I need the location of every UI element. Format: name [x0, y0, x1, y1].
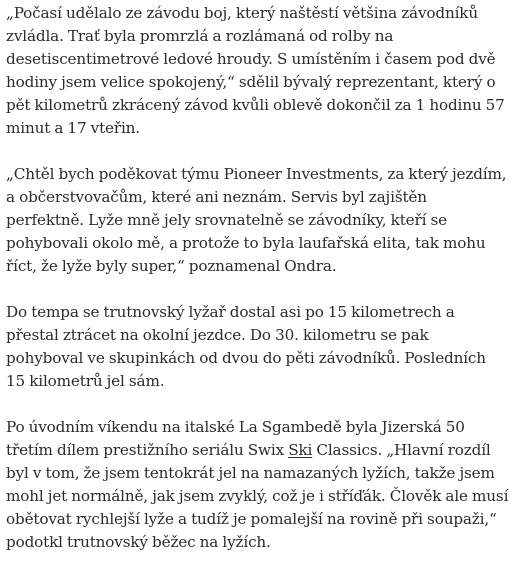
paragraph-series-info [6, 416, 509, 554]
paragraph-race-pace: Do tempa se trutnovský lyžař dostal asi po 15 kilometrech a přestal ztrácet na okolní jezdce. Do 30. kilometru se pak pohyboval ve skupinkách od dvou do pěti závodníků. Posledních 15 kilometrů jel sám. [6, 303, 486, 390]
ski-link[interactable]: Ski [288, 441, 313, 459]
paragraph-quote-thanks: „Chtěl bych poděkovat týmu Pioneer Investments, za který jezdím, a občerstvovačům, které ani neznám. Servis byl zajištěn perfektně. Lyže mně jely srovnatelně se závodníky, kteří se pohybovali okolo mě, a protože to byla laufařská elita, tak mohu říct, že lyže byly super,“ poznamenal Ondra. [6, 165, 507, 275]
series-text-after-link: Classics. „Hlavní rozdíl byl v tom, že jsem tentokrát jel na namazaných lyžích, takže jsem mohl jet normálně, jak jsem zvyklý, což je i stříďák. Člověk ale musí obětovat rychlejší lyže a tudíž je pomalejší na rovině při soupaži,“ podotkl trutnovský běžec na lyžích. [6, 441, 509, 551]
article-body [6, 2, 509, 554]
paragraph-quote-weather: „Počasí udělalo ze závodu boj, který naštěstí většina závodníků zvládla. Trať byla promrzlá a rozlámaná od rolby na desetiscentimetrové ledové hroudy. S umístěním i časem pod dvě hodiny jsem velice spokojený,“ sdělil bývalý reprezentant, který o pět kilometrů zkrácený závod kvůli oblevě dokončil za 1 hodinu 57 minut a 17 vteřin. [6, 4, 505, 137]
series-text-before-link: Po úvodním víkendu na italské La Sgambedě byla Jizerská 50 třetím dílem prestižního seriálu Swix [6, 418, 465, 459]
